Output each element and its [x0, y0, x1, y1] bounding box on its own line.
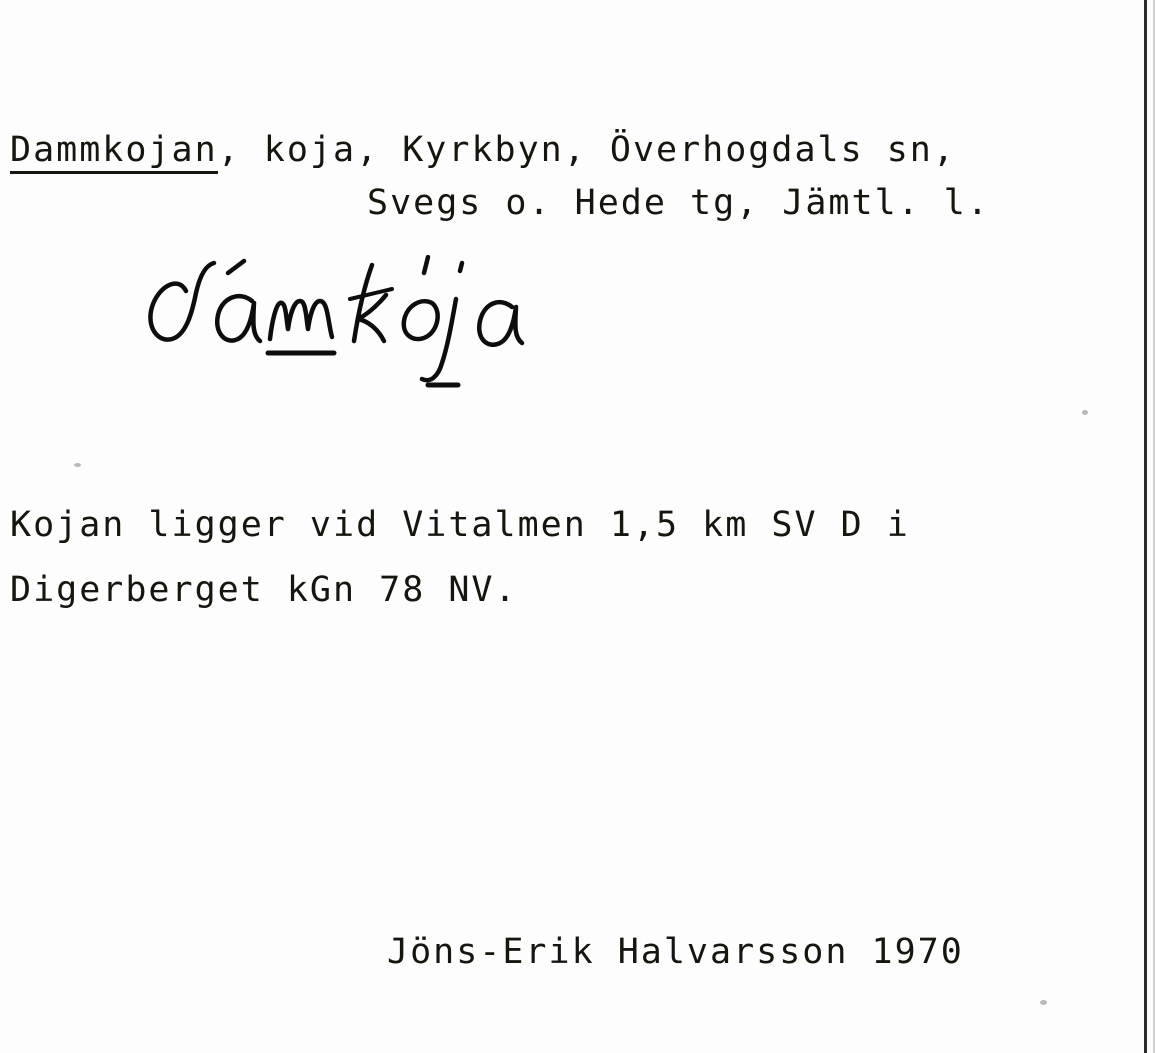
headword-term: Dammkojan	[10, 130, 218, 174]
headword-line-1	[10, 130, 956, 170]
body-line-1: Kojan ligger vid Vitalmen 1,5 km SV D i	[10, 505, 910, 545]
handwritten-pronunciation-icon	[140, 255, 560, 395]
scan-speck	[1082, 410, 1088, 415]
signature-line: Jöns-Erik Halvarsson 1970	[387, 932, 964, 972]
pronunciation-block	[140, 255, 560, 395]
card-right-edge-rule	[1144, 0, 1147, 1053]
scan-speck	[74, 463, 81, 467]
headword-line-1-rest: , koja, Kyrkbyn, Överhogdals sn,	[217, 130, 956, 170]
headword-line-2: Svegs o. Hede tg, Jämtl. l.	[367, 183, 990, 223]
scan-speck	[1040, 1000, 1047, 1005]
body-line-2: Digerberget kGn 78 NV.	[10, 570, 518, 610]
